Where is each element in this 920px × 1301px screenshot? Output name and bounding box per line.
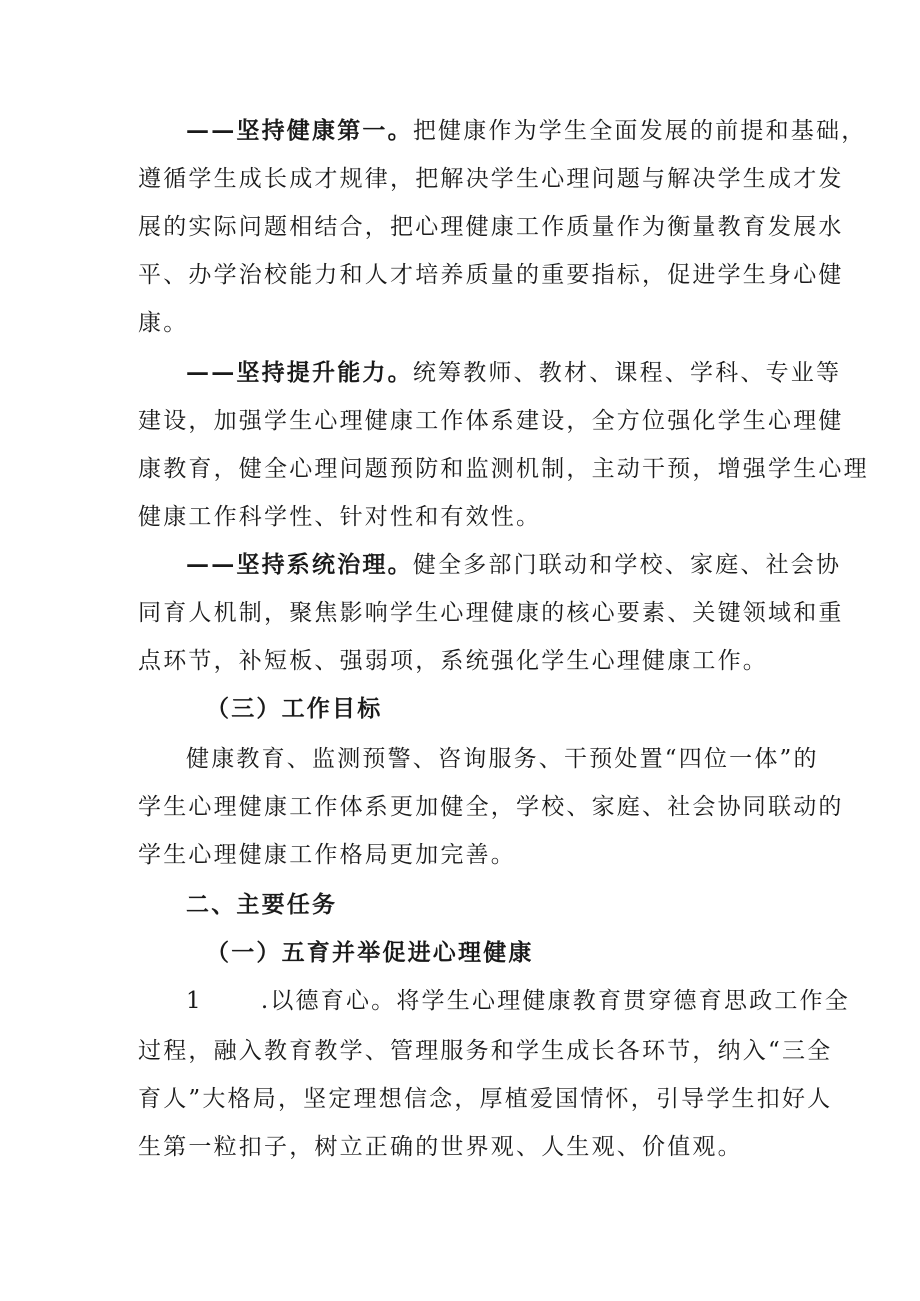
paragraph-4-line-3: 学生心理健康工作格局更加完善。 [138, 842, 516, 868]
list-number: 1 [186, 988, 203, 1014]
subsection-heading-five-education: （一）五育并举促进心理健康 [206, 939, 534, 966]
paragraph-1-line-3: 展的实际问题相结合，把心理健康工作质量作为衡量教育发展水 [138, 214, 844, 240]
paragraph-3-line-1-text: 健全多部门联动和学校、家庭、社会协 [412, 552, 842, 578]
paragraph-3-line-3: 点环节，补短板、强弱项，系统强化学生心理健康工作。 [138, 648, 768, 674]
paragraph-2-line-3: 康教育，健全心理问题预防和监测机制，主动干预，增强学生心理 [138, 456, 869, 482]
paragraph-5-line-4: 生第一粒扣子，树立正确的世界观、人生观、价值观。 [138, 1134, 743, 1160]
paragraph-1-line-1-text: 把健康作为学生全面发展的前提和基础， [412, 118, 867, 144]
paragraph-3-line-2: 同育人机制，聚焦影响学生心理健康的核心要素、关键领域和重 [138, 600, 844, 626]
paragraph-1-line-4: 平、办学治校能力和人才培养质量的重要指标，促进学生身心健 [138, 262, 844, 288]
paragraph-1-lead: ——坚持健康第一。 [186, 117, 413, 144]
paragraph-2-lead: ——坚持提升能力。 [186, 359, 413, 386]
paragraph-1-line-5: 康。 [138, 310, 189, 336]
paragraph-2-line-1 [186, 358, 842, 388]
paragraph-1-line-2: 遵循学生成长成才规律，把解决学生心理问题与解决学生成才发 [138, 166, 844, 192]
paragraph-1-line-1 [186, 116, 867, 146]
paragraph-5-line-3: 育人”大格局，坚定理想信念，厚植爱国情怀，引导学生扣好人 [138, 1086, 833, 1112]
paragraph-5-line-2: 过程，融入教育教学、管理服务和学生成长各环节，纳入“三全 [138, 1038, 833, 1064]
paragraph-2-line-1-text: 统筹教师、教材、课程、学科、专业等 [412, 360, 842, 386]
section-heading-work-goals: （三）工作目标 [206, 695, 383, 722]
paragraph-4-line-2: 学生心理健康工作体系更加健全，学校、家庭、社会协同联动的 [138, 794, 844, 820]
paragraph-3-lead: ——坚持系统治理。 [186, 551, 413, 578]
section-heading-main-tasks: 二、主要任务 [186, 891, 338, 918]
paragraph-3-line-1 [186, 550, 842, 580]
paragraph-2-line-4: 健康工作科学性、针对性和有效性。 [138, 504, 542, 530]
paragraph-5-line-1-text: .以德育心。将学生心理健康教育贯穿德育思政工作全 [260, 988, 850, 1014]
paragraph-2-line-2: 建设，加强学生心理健康工作体系建设，全方位强化学生心理健 [138, 408, 844, 434]
paragraph-5-line-1 [186, 986, 850, 1016]
paragraph-4-line-1: 健康教育、监测预警、咨询服务、干预处置“四位一体”的 [186, 746, 819, 772]
